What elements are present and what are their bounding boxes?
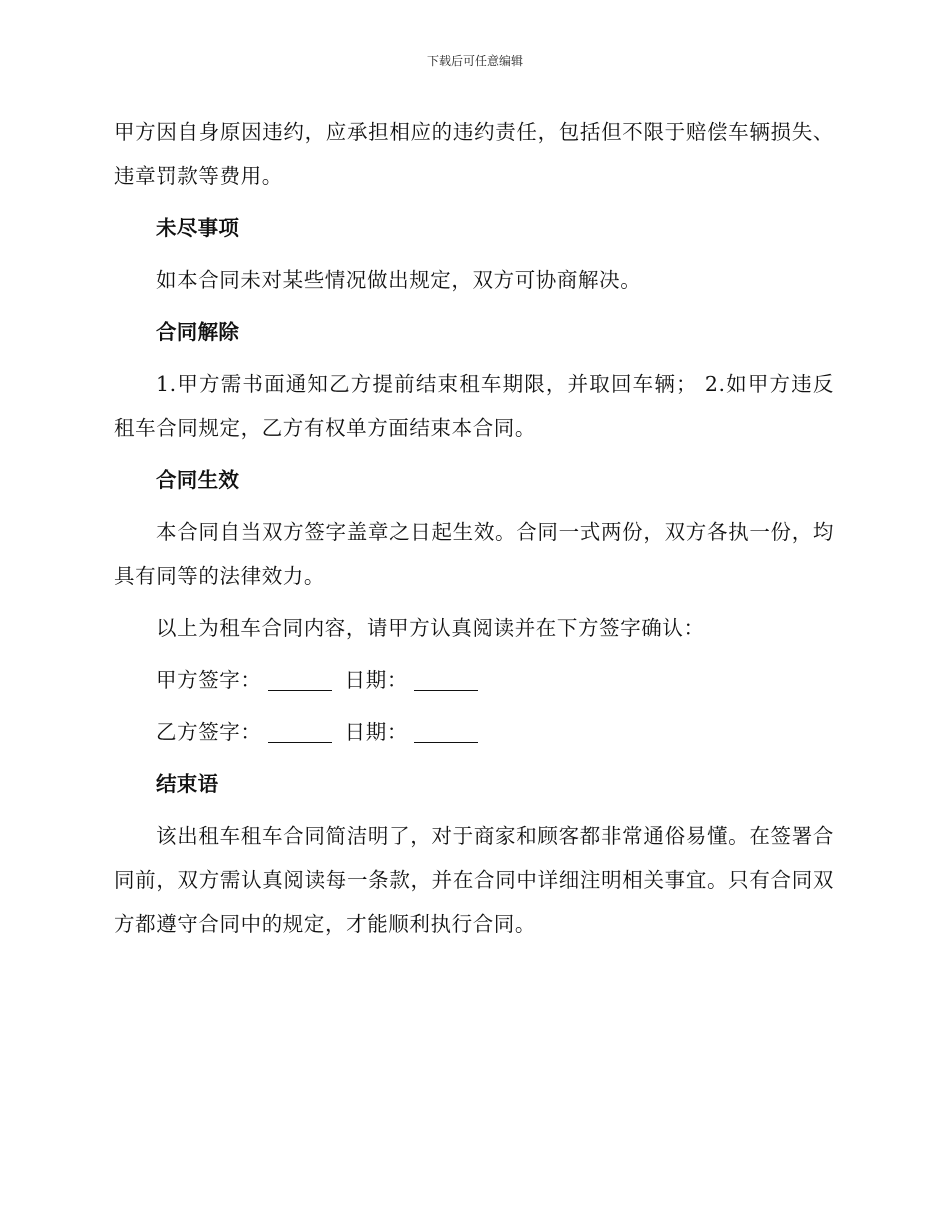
party-a-date-blank [414,672,478,691]
document-body [114,110,834,954]
effect-paragraph: 本合同自当双方签字盖章之日起生效。合同一式两份，双方各执一份，均具有同等的法律效力。 [114,520,834,588]
unresolved-paragraph: 如本合同未对某些情况做出规定，双方可协商解决。 [156,268,642,292]
page-header: 下载后可任意编辑 [426,54,523,68]
party-b-date-blank [414,724,478,743]
closing-paragraph: 该出租车租车合同简洁明了，对于商家和顾客都非常通俗易懂。在签署合同前，双方需认真阅读每一条款，并在合同中详细注明相关事宜。只有合同双方都遵守合同中的规定，才能顺利执行合同。 [114,824,834,936]
section-heading-effect: 合同生效 [156,468,240,492]
party-b-signature-line [114,710,834,754]
section-heading-unresolved: 未尽事项 [156,216,240,240]
party-a-signature-line [114,658,834,702]
breach-paragraph: 甲方因自身原因违约，应承担相应的违约责任，包括但不限于赔偿车辆损失、违章罚款等费用。 [114,120,834,188]
section-heading-termination: 合同解除 [156,320,240,344]
party-a-signature-blank [268,672,332,691]
party-b-signature-label: 乙方签字： [156,720,262,744]
section-heading-closing: 结束语 [156,772,219,796]
party-a-date-label: 日期： [344,668,408,692]
party-b-date-label: 日期： [344,720,408,744]
party-b-signature-blank [268,724,332,743]
party-a-signature-label: 甲方签字： [156,668,262,692]
termination-paragraph: 1.甲方需书面通知乙方提前结束租车期限，并取回车辆； 2.如甲方违反租车合同规定，乙方有权单方面结束本合同。 [114,372,834,440]
confirm-paragraph: 以上为租车合同内容，请甲方认真阅读并在下方签字确认： [156,616,705,640]
